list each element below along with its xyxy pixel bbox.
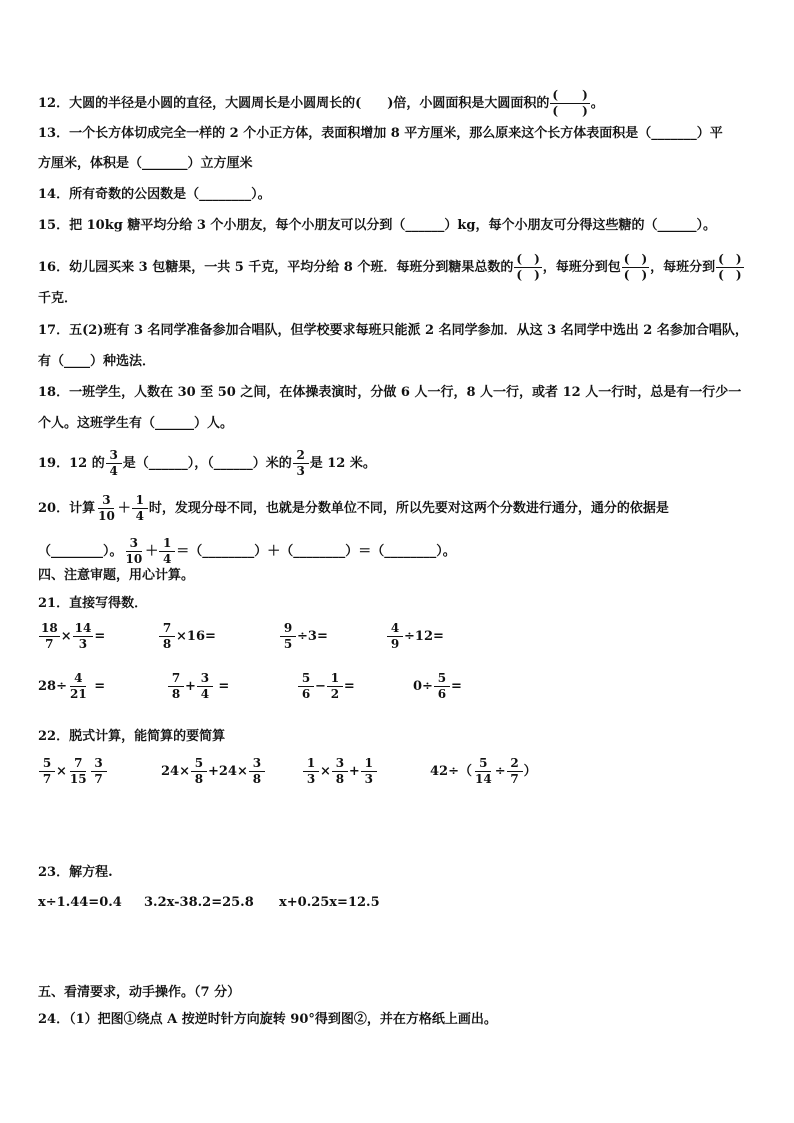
q23-equation-2: 3.2x-38.2=25.8 <box>144 895 254 910</box>
q20-fraction-3: $\frac{3}{10}$ <box>125 536 143 566</box>
question-24: 24．（1）把图①绕点 A 按逆时针方向旋转 90°得到图②，并在方格纸上画出。 <box>38 1012 497 1027</box>
question-18-line2: 个人。这班学生有（______）人。 <box>38 416 234 431</box>
question-17-line1: 17．五(2)班有 3 名同学准备参加合唱队，但学校要求每班只能派 2 名同学参加．从这 3 名同学中选出 2 名参加合唱队， <box>38 323 748 338</box>
q16-blank-fraction-3: $\frac{( )}{( )}$ <box>718 252 742 282</box>
question-14: 14．所有奇数的公因数是（________）。 <box>38 187 271 202</box>
q20-fraction-4: $\frac{1}{4}$ <box>159 536 175 567</box>
q12-blank-fraction: $\frac{( )}{( )}$ <box>552 88 588 118</box>
q21-item-3: $\frac{9}{5}$ ÷3= <box>279 621 328 652</box>
q21-item-8: 0÷ $\frac{5}{6}$ = <box>413 671 462 701</box>
question-20-line1: 20．计算 $\frac{3}{10}$ ＋ $\frac{1}{4}$ 时，发现分母不同，也就是分数单位不同，所以先要对这两个分数进行通分，通分的依据是 <box>38 493 669 523</box>
question-17-line2: 有（____）种选法． <box>38 354 156 369</box>
q21-item-4: $\frac{4}{9}$ ÷12= <box>386 621 444 652</box>
question-12: 12．大圆的半径是小圆的直径，大圆周长是小圆周长的( )倍，小圆面积是大圆面积的 $\frac{( )}{( )}$ 。 <box>38 88 604 118</box>
section-4-title: 四、注意审题，用心计算。 <box>38 568 195 583</box>
q20-fraction-1: $\frac{3}{10}$ <box>98 493 115 523</box>
question-16-line2: 千克． <box>38 291 78 306</box>
question-13-line1: 13．一个长方体切成完全一样的 2 个小正方体，表面积增加 8 平方厘米，那么原来这个长方体表面积是（_______）平 <box>38 126 723 141</box>
question-13-line2: 方厘米，体积是（_______）立方厘米 <box>38 156 253 171</box>
q21-item-5: 28÷ $\frac{4}{21}$ = <box>38 671 106 701</box>
question-20-line2: （________）。 $\frac{3}{10}$ ＋ $\frac{1}{4}$ ＝（________）＋（________）＝（________）。 <box>38 536 456 566</box>
q16-blank-fraction-1: $\frac{( )}{( )}$ <box>516 252 540 282</box>
q21-item-6: $\frac{7}{8}$ + $\frac{3}{4}$ = <box>167 671 229 702</box>
q22-expression-1: $\frac{5}{7}$ × $\frac{7}{15}$ $\frac{3}{7}$ <box>38 756 108 787</box>
question-16-line1: 16．幼儿园买来 3 包糖果，一共 5 千克，平均分给 8 个班．每班分到糖果总数的 $\frac{( )}{( )}$ ，每班分到包 $\frac{( )}{( )}$ ，每班分到 $\frac{( )}{( )}$ <box>38 252 742 282</box>
q21-item-2: $\frac{7}{8}$ ×16= <box>158 621 216 652</box>
q12-text: 12．大圆的半径是小圆的直径，大圆周长是小圆周长的( )倍，小圆面积是大圆面积的 <box>38 96 550 111</box>
q22-expression-4: 42÷（ $\frac{5}{14}$ ÷ $\frac{2}{7}$ ） <box>430 756 537 786</box>
q23-equation-3: x+0.25x=12.5 <box>279 895 380 910</box>
q21-item-1: $\frac{18}{7}$ × $\frac{14}{3}$ = <box>41 621 106 651</box>
q16-blank-fraction-2: $\frac{( )}{( )}$ <box>623 252 648 282</box>
q21-item-7: $\frac{5}{6}$ − $\frac{1}{2}$ = <box>297 671 355 702</box>
question-23-title: 23．解方程. <box>38 865 113 880</box>
q22-expression-2: 24× $\frac{5}{8}$ +24× $\frac{3}{8}$ <box>161 756 266 787</box>
question-19: 19．12 的 $\frac{3}{4}$ 是（______），（______）米的 $\frac{2}{3}$ 是 12 米。 <box>38 448 376 478</box>
question-18-line1: 18．一班学生，人数在 30 至 50 之间，在体操表演时，分做 6 人一行，8 人一行，或者 12 人一行时，总是有一行少一 <box>38 385 742 400</box>
q19-fraction-1: $\frac{3}{4}$ <box>106 448 122 479</box>
section-5-title: 五、看清要求，动手操作。（7 分） <box>38 985 241 1000</box>
question-15: 15．把 10kg 糖平均分给 3 个小朋友，每个小朋友可以分到（______）kg，每个小朋友可分得这些糖的（______）。 <box>38 218 717 233</box>
q22-expression-3: $\frac{1}{3}$ × $\frac{3}{8}$ + $\frac{1}{3}$ <box>302 756 378 787</box>
q23-equation-1: x÷1.44=0.4 <box>38 895 122 910</box>
question-21-title: 21．直接写得数． <box>38 596 148 611</box>
question-22-title: 22．脱式计算，能简算的要简算 <box>38 729 226 744</box>
q19-fraction-2: $\frac{2}{3}$ <box>293 448 309 479</box>
q20-fraction-2: $\frac{1}{4}$ <box>132 493 148 524</box>
